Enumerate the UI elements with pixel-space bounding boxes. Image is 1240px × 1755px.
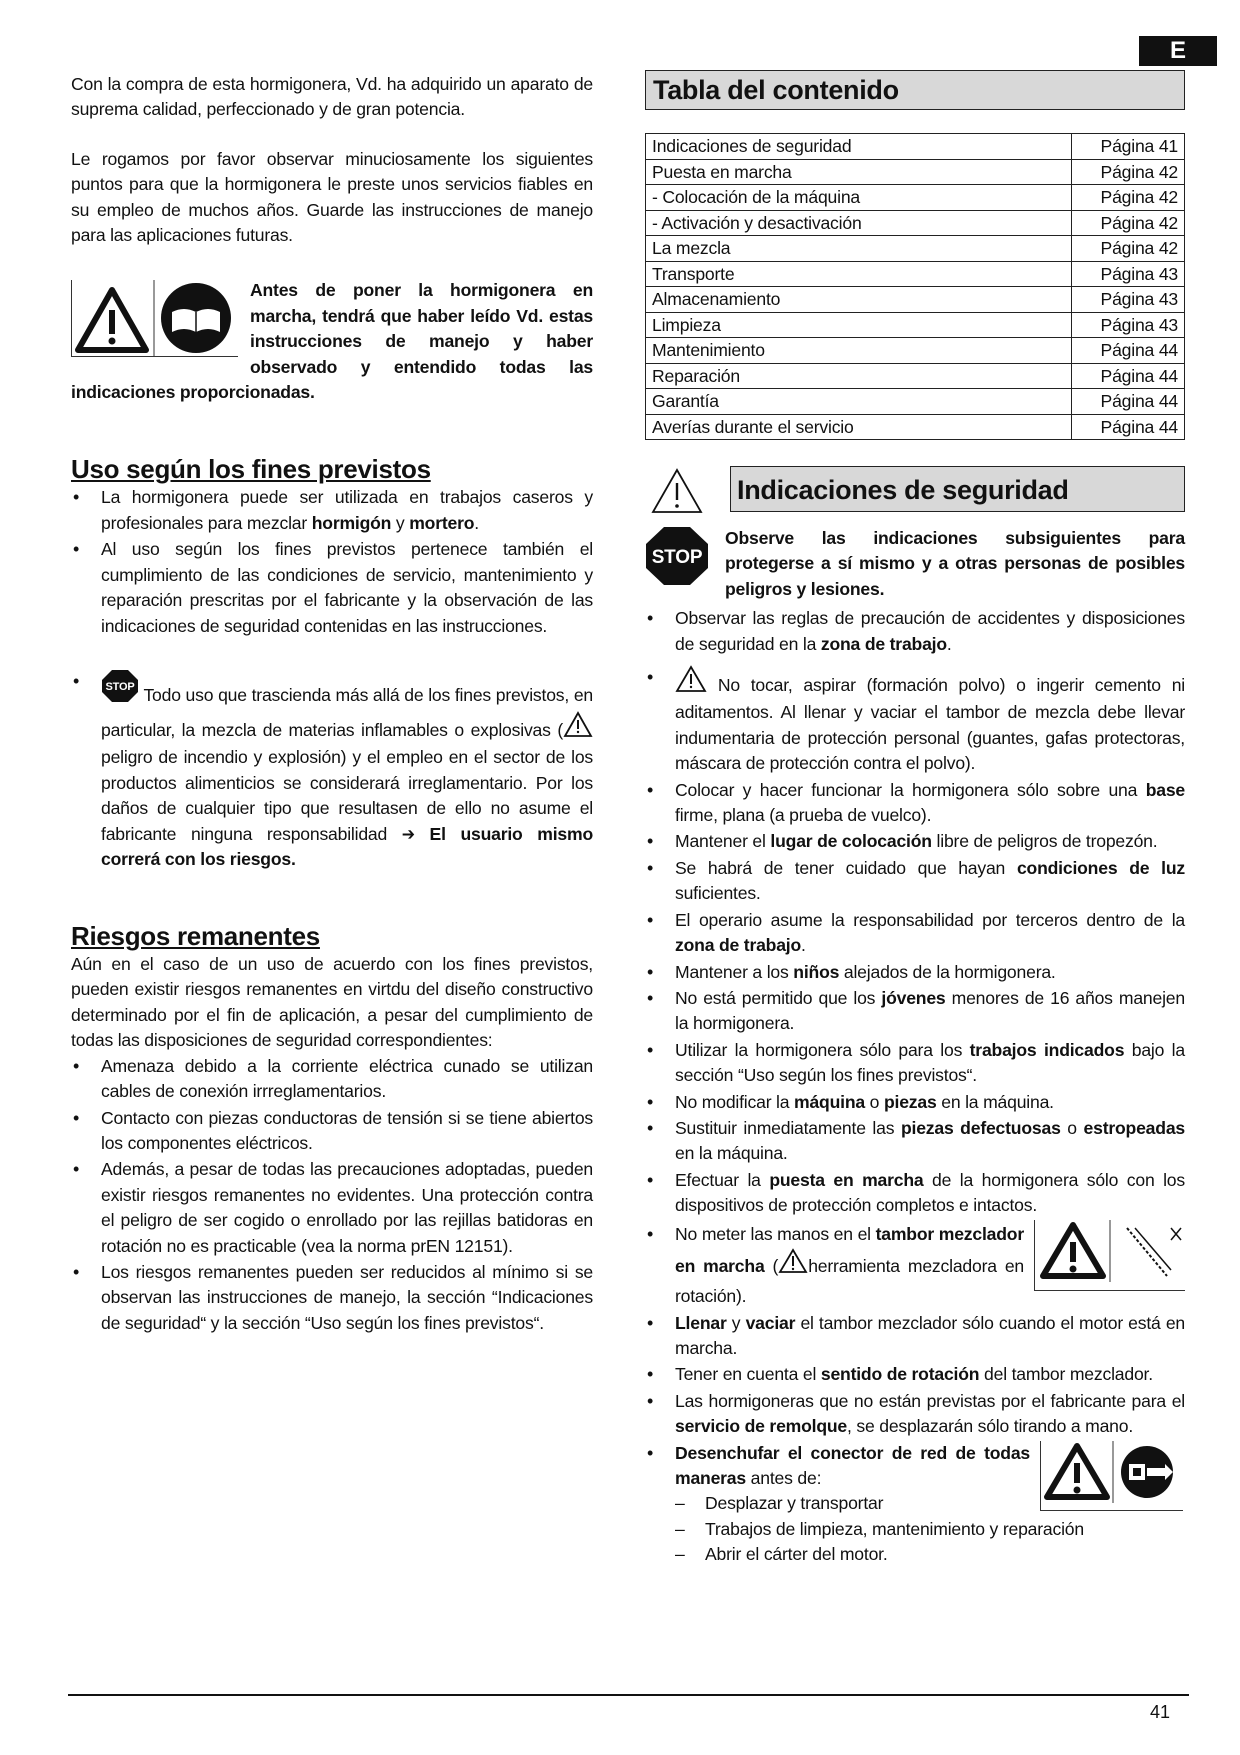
toc-label: Indicaciones de seguridad: [646, 134, 1072, 160]
warning-triangle-icon: [563, 711, 593, 746]
toc-row: [646, 210, 1185, 236]
list-item: – Trabajos de limpieza, mantenimiento y reparación: [675, 1517, 1185, 1542]
list-item: – Abrir el cárter del motor.: [675, 1542, 1185, 1567]
toc-label: Transporte: [646, 261, 1072, 287]
toc-row: [646, 414, 1185, 440]
toc-page: Página 42: [1072, 210, 1185, 236]
safety-header: [645, 466, 1185, 516]
toc-row: [646, 185, 1185, 211]
toc-row: [646, 261, 1185, 287]
warning-triangle-icon: [778, 1248, 808, 1282]
toc-page: Página 42: [1072, 159, 1185, 185]
list-item: • Efectuar la puesta en marcha de la hormigonera sólo con los dispositivos de protección completos e intactos.: [645, 1168, 1185, 1219]
toc-row: [646, 134, 1185, 160]
list-item: • Al uso según los fines previstos pertenece también el cumplimiento de las condiciones de servicio, mantenimiento y reparación prescritas por el fabricante y la observación de las indicaciones de seguridad contenidas en las instrucciones.: [71, 537, 593, 639]
toc-page: Página 42: [1072, 236, 1185, 262]
toc-row: [646, 363, 1185, 389]
unplug-sublist: [675, 1491, 1185, 1567]
read-manual-icon: [72, 280, 238, 356]
stop-icon: [101, 669, 139, 711]
list-item: • Los riesgos remanentes pueden ser reducidos al mínimo si se observan las instrucciones de manejo, la sección “Indicaciones de seguridad“ y la sección “Uso según los fines previstos“.: [71, 1260, 593, 1336]
intro-paragraph-1: Con la compra de esta hormigonera, Vd. ha adquirido un aparato de suprema calidad, perfeccionado y de gran potencia.: [71, 74, 593, 120]
toc-title: Tabla del contenido: [645, 70, 1185, 110]
toc-page: Página 44: [1072, 389, 1185, 415]
warning-triangle-icon: [651, 468, 703, 514]
section-title-seguridad: Indicaciones de seguridad: [730, 466, 1185, 512]
toc-page: Página 44: [1072, 414, 1185, 440]
right-column: [645, 70, 1185, 1569]
toc-label: - Activación y desactivación: [646, 210, 1072, 236]
list-item: • Además, a pesar de todas las precauciones adoptadas, pueden existir riesgos remanentes no evidentes. Una protección contra el peligro de ser cogido o enrollado por las rejillas batidoras en rotación no es practicable (vea la norma prEN 12151).: [71, 1157, 593, 1259]
list-item: • No modificar la máquina o piezas en la máquina.: [645, 1090, 1185, 1115]
toc-row: [646, 338, 1185, 364]
list-item: • Desenchufar el conector de red de todas maneras antes de: – Desplazar y transportar – Trabajos de limpieza, mantenimiento y reparación – Abrir el cárter del motor.: [645, 1441, 1185, 1568]
toc-label: Garantía: [646, 389, 1072, 415]
toc-label: Mantenimiento: [646, 338, 1072, 364]
left-column: [71, 72, 593, 1337]
toc-row: [646, 389, 1185, 415]
svg-text:STOP: • STOP: [105, 680, 135, 693]
toc-table: [645, 133, 1185, 440]
list-item: • Sustituir inmediatamente las piezas defectuosas o estropeadas en la máquina.: [645, 1116, 1185, 1167]
list-item: • Las hormigoneras que no están previstas por el fabricante para el servicio de remolque, se desplazarán sólo tirando a mano.: [645, 1389, 1185, 1440]
warning-read-text: Antes de poner la hormigonera en marcha, tendrá que haber leído Vd. estas instrucciones de manejo y haber observado y entendido todas las indicaciones proporcionadas.: [71, 280, 593, 403]
warning-triangle-icon: [675, 665, 707, 700]
section-title-riesgos: Riesgos remanentes: [71, 921, 320, 952]
footer-rule: [68, 1694, 1189, 1696]
list-item: – Desplazar y transportar: [675, 1491, 1185, 1516]
uso-list: [71, 485, 593, 873]
arrow-icon: ➔: [401, 823, 415, 844]
toc-page: Página 44: [1072, 338, 1185, 364]
toc-label: La mezcla: [646, 236, 1072, 262]
toc-label: Reparación: [646, 363, 1072, 389]
list-item: • Llenar y vaciar el tambor mezclador sólo cuando el motor está en marcha.: [645, 1311, 1185, 1362]
list-item: • Colocar y hacer funcionar la hormigonera sólo sobre una base firme, plana (a prueba de vuelco).: [645, 778, 1185, 829]
list-item: • Mantener el lugar de colocación libre de peligros de tropezón.: [645, 829, 1185, 854]
section-title-uso: Uso según los fines previstos: [71, 454, 431, 485]
list-item: • Se habrá de tener cuidado que hayan condiciones de luz suficientes.: [645, 856, 1185, 907]
list-item: • No meter las manos en el tambor mezclador en marcha ( herramienta mezcladora en rotación).: [645, 1220, 1185, 1310]
list-item: • STOP Todo uso que trascienda más allá de los fines previstos, en particular, la mezcla de materias inflamables o explosivas ( peligro de incendio y explosión) y el empleo en el sector de los productos alimenticios se considerará irreglamentario. Por los daños de cualquier tipo que resultasen de ello no asume el fabricante ninguna responsabilidad ➔ El usuario mismo correrá con los riesgos.: [71, 669, 593, 873]
list-item: • Contacto con piezas conductoras de tensión si se tiene abiertos los componentes eléctricos.: [71, 1106, 593, 1157]
riesgos-list: [71, 1054, 593, 1336]
toc-row: [646, 236, 1185, 262]
toc-page: Página 43: [1072, 287, 1185, 313]
toc-row: [646, 312, 1185, 338]
svg-text:STOP: STOP: [651, 547, 703, 568]
list-item: • El operario asume la responsabilidad por terceros dentro de la zona de trabajo.: [645, 908, 1185, 959]
rotating-mixer-figure: [1034, 1220, 1185, 1291]
riesgos-intro: Aún en el caso de un uso de acuerdo con los fines previstos, pueden existir riesgos remanentes en virtdu del diseño constructivo determinado por el fin de aplicación, a pesar del cumplimiento de todas las disposiciones de seguridad correspondientes:: [71, 954, 593, 1051]
toc-page: Página 44: [1072, 363, 1185, 389]
toc-label: Averías durante el servicio: [646, 414, 1072, 440]
list-item: • Utilizar la hormigonera sólo para los trabajos indicados bajo la sección “Uso según los fines previstos“.: [645, 1038, 1185, 1089]
toc-page: Página 43: [1072, 261, 1185, 287]
stop-icon: [645, 526, 709, 593]
list-item: • Observar las reglas de precaución de accidentes y disposiciones de seguridad en la zona de trabajo.: [645, 606, 1185, 657]
toc-label: - Colocación de la máquina: [646, 185, 1072, 211]
list-item: • La hormigonera puede ser utilizada en trabajos caseros y profesionales para mezclar hormigón y mortero.: [71, 485, 593, 536]
language-badge: E: [1139, 36, 1217, 66]
toc-page: Página 43: [1072, 312, 1185, 338]
toc-row: [646, 159, 1185, 185]
warning-icons: [71, 280, 238, 357]
toc-page: Página 41: [1072, 134, 1185, 160]
list-item: • Amenaza debido a la corriente eléctrica cunado se utilizan cables de conexión irrreglamentarios.: [71, 1054, 593, 1105]
toc-label: Puesta en marcha: [646, 159, 1072, 185]
list-item: • No está permitido que los jóvenes menores de 16 años manejen la hormigonera.: [645, 986, 1185, 1037]
intro-paragraph-2: Le rogamos por favor observar minuciosamente los siguientes puntos para que la hormigonera le preste unos servicios fiables en su empleo de muchos años. Guarde las instrucciones de manejo para las aplicaciones futuras.: [71, 148, 593, 246]
toc-page: Página 42: [1072, 185, 1185, 211]
toc-row: [646, 287, 1185, 313]
toc-label: Limpieza: [646, 312, 1072, 338]
toc-label: Almacenamiento: [646, 287, 1072, 313]
page-number: 41: [1150, 1702, 1171, 1722]
read-instructions-warning: [71, 278, 593, 405]
list-item: • Mantener a los niños alejados de la hormigonera.: [645, 960, 1185, 985]
list-item: • Tener en cuenta el sentido de rotación del tambor mezclador.: [645, 1362, 1185, 1387]
stop-notice: STOP Observe las indicaciones subsiguientes para protegerse a sí mismo y a otras personas de posibles peligros y lesiones.: [645, 526, 1185, 602]
safety-list: [645, 606, 1185, 1567]
list-item: • No tocar, aspirar (formación polvo) o ingerir cemento ni aditamentos. Al llenar y vaciar el tambor de mezcla debe llevar indumentaria de protección personal (guantes, gafas protectoras, máscara de protección contra el polvo).: [645, 665, 1185, 777]
